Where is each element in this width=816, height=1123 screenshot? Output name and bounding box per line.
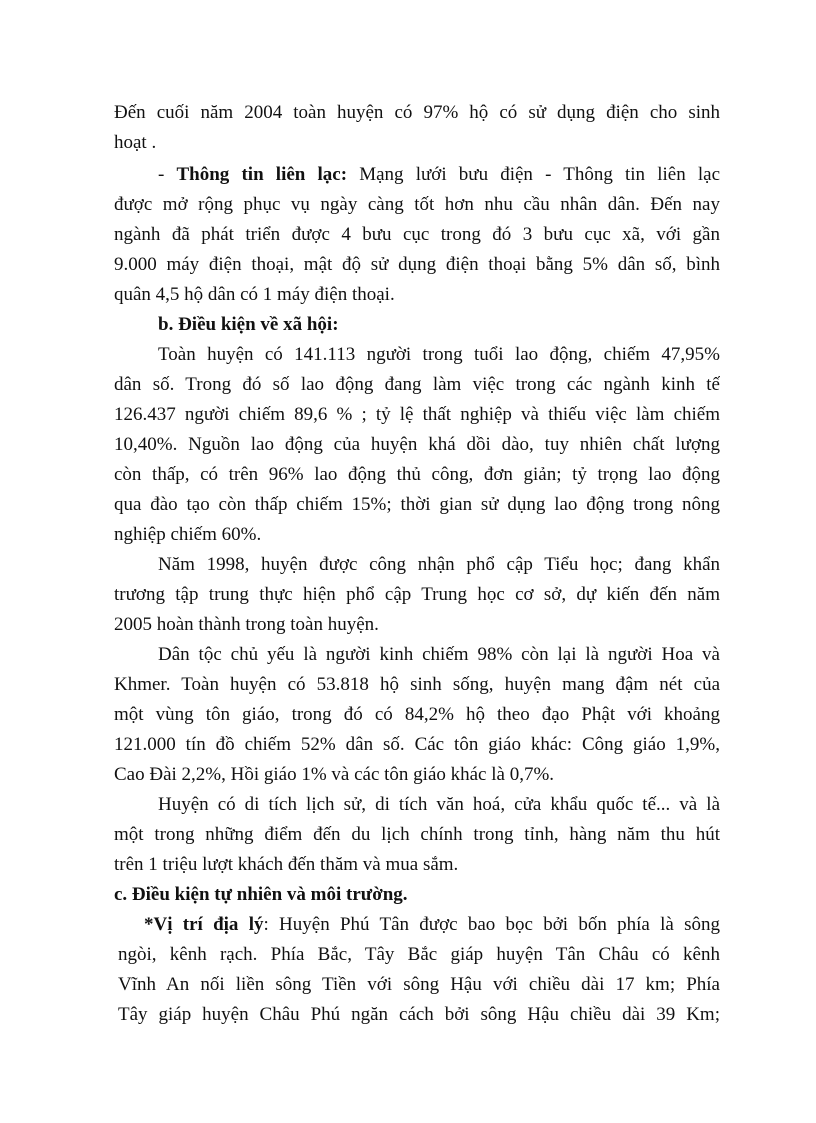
text-line: Khmer. Toàn huyện có 53.818 hộ sinh sống, huyện mang đậm nét của <box>114 674 720 695</box>
text-line: 10,40%. Nguồn lao động của huyện khá dồi dào, tuy nhiên chất lượng <box>114 434 720 455</box>
text-line: ngành đã phát triển được 4 bưu cục trong đó 3 bưu cục xã, với gần <box>114 224 720 245</box>
dash-prefix: - <box>158 164 177 185</box>
text-line: ngòi, kênh rạch. Phía Bắc, Tây Bắc giáp huyện Tân Châu có kênh <box>118 944 720 965</box>
section-heading-natural: c. Điều kiện tự nhiên và môi trường. <box>114 884 408 905</box>
text-line: Huyện có di tích lịch sử, di tích văn hoá, cửa khẩu quốc tế... và là <box>158 794 720 815</box>
text-line: quân 4,5 hộ dân có 1 máy điện thoại. <box>114 284 395 305</box>
text-line: Toàn huyện có 141.113 người trong tuổi lao động, chiếm 47,95% <box>158 344 720 365</box>
text-fragment: Mạng lưới bưu điện - Thông tin liên lạc <box>347 164 720 185</box>
text-line: Đến cuối năm 2004 toàn huyện có 97% hộ có sử dụng điện cho sinh <box>114 102 720 123</box>
text-line: 2005 hoàn thành trong toàn huyện. <box>114 614 379 635</box>
text-line: 121.000 tín đồ chiếm 52% dân số. Các tôn giáo khác: Công giáo 1,9%, <box>114 734 720 755</box>
text-line: Vĩnh An nối liền sông Tiền với sông Hậu với chiều dài 17 km; Phía <box>118 974 720 995</box>
text-line: được mở rộng phục vụ ngày càng tốt hơn nhu cầu nhân dân. Đến nay <box>114 194 720 215</box>
text-line: Dân tộc chủ yếu là người kinh chiếm 98% còn lại là người Hoa và <box>158 644 720 665</box>
text-line: nghiệp chiếm 60%. <box>114 524 262 545</box>
section-heading-location: *Vị trí địa lý <box>144 914 264 935</box>
text-line: Tây giáp huyện Châu Phú ngăn cách bởi sông Hậu chiều dài 39 Km; <box>118 1004 720 1025</box>
text-line: Năm 1998, huyện được công nhận phổ cập Tiểu học; đang khẩn <box>158 554 720 575</box>
text-line: trương tập trung thực hiện phổ cập Trung học cơ sở, dự kiến đến năm <box>114 584 720 605</box>
text-line: một vùng tôn giáo, trong đó có 84,2% hộ theo đạo Phật với khoảng <box>114 704 720 725</box>
paragraph-contact-heading-line <box>114 160 720 190</box>
text-line: hoạt . <box>114 132 157 153</box>
text-line: một trong những điểm đến du lịch chính trong tỉnh, hàng năm thu hút <box>114 824 720 845</box>
text-line: còn thấp, có trên 96% lao động thủ công, đơn giản; tỷ trọng lao động <box>114 464 720 485</box>
text-fragment: : Huyện Phú Tân được bao bọc bởi bốn phía là sông <box>263 914 720 935</box>
section-heading-contact: Thông tin liên lạc: <box>176 164 348 185</box>
text-line: dân số. Trong đó số lao động đang làm việc trong các ngành kinh tế <box>114 374 720 395</box>
text-line: Cao Đài 2,2%, Hồi giáo 1% và các tôn giáo khác là 0,7%. <box>114 764 555 785</box>
section-heading-social: b. Điều kiện về xã hội: <box>158 314 339 335</box>
paragraph-location-heading-line <box>114 910 720 940</box>
text-line: 126.437 người chiếm 89,6 % ; tỷ lệ thất nghiệp và thiếu việc làm chiếm <box>114 404 720 425</box>
text-line: trên 1 triệu lượt khách đến thăm và mua sắm. <box>114 854 459 875</box>
text-line: qua đào tạo còn thấp chiếm 15%; thời gian sử dụng lao động trong nông <box>114 494 720 515</box>
document-page <box>114 98 720 1030</box>
text-line: 9.000 máy điện thoại, mật độ sử dụng điện thoại bằng 5% dân số, bình <box>114 254 720 275</box>
